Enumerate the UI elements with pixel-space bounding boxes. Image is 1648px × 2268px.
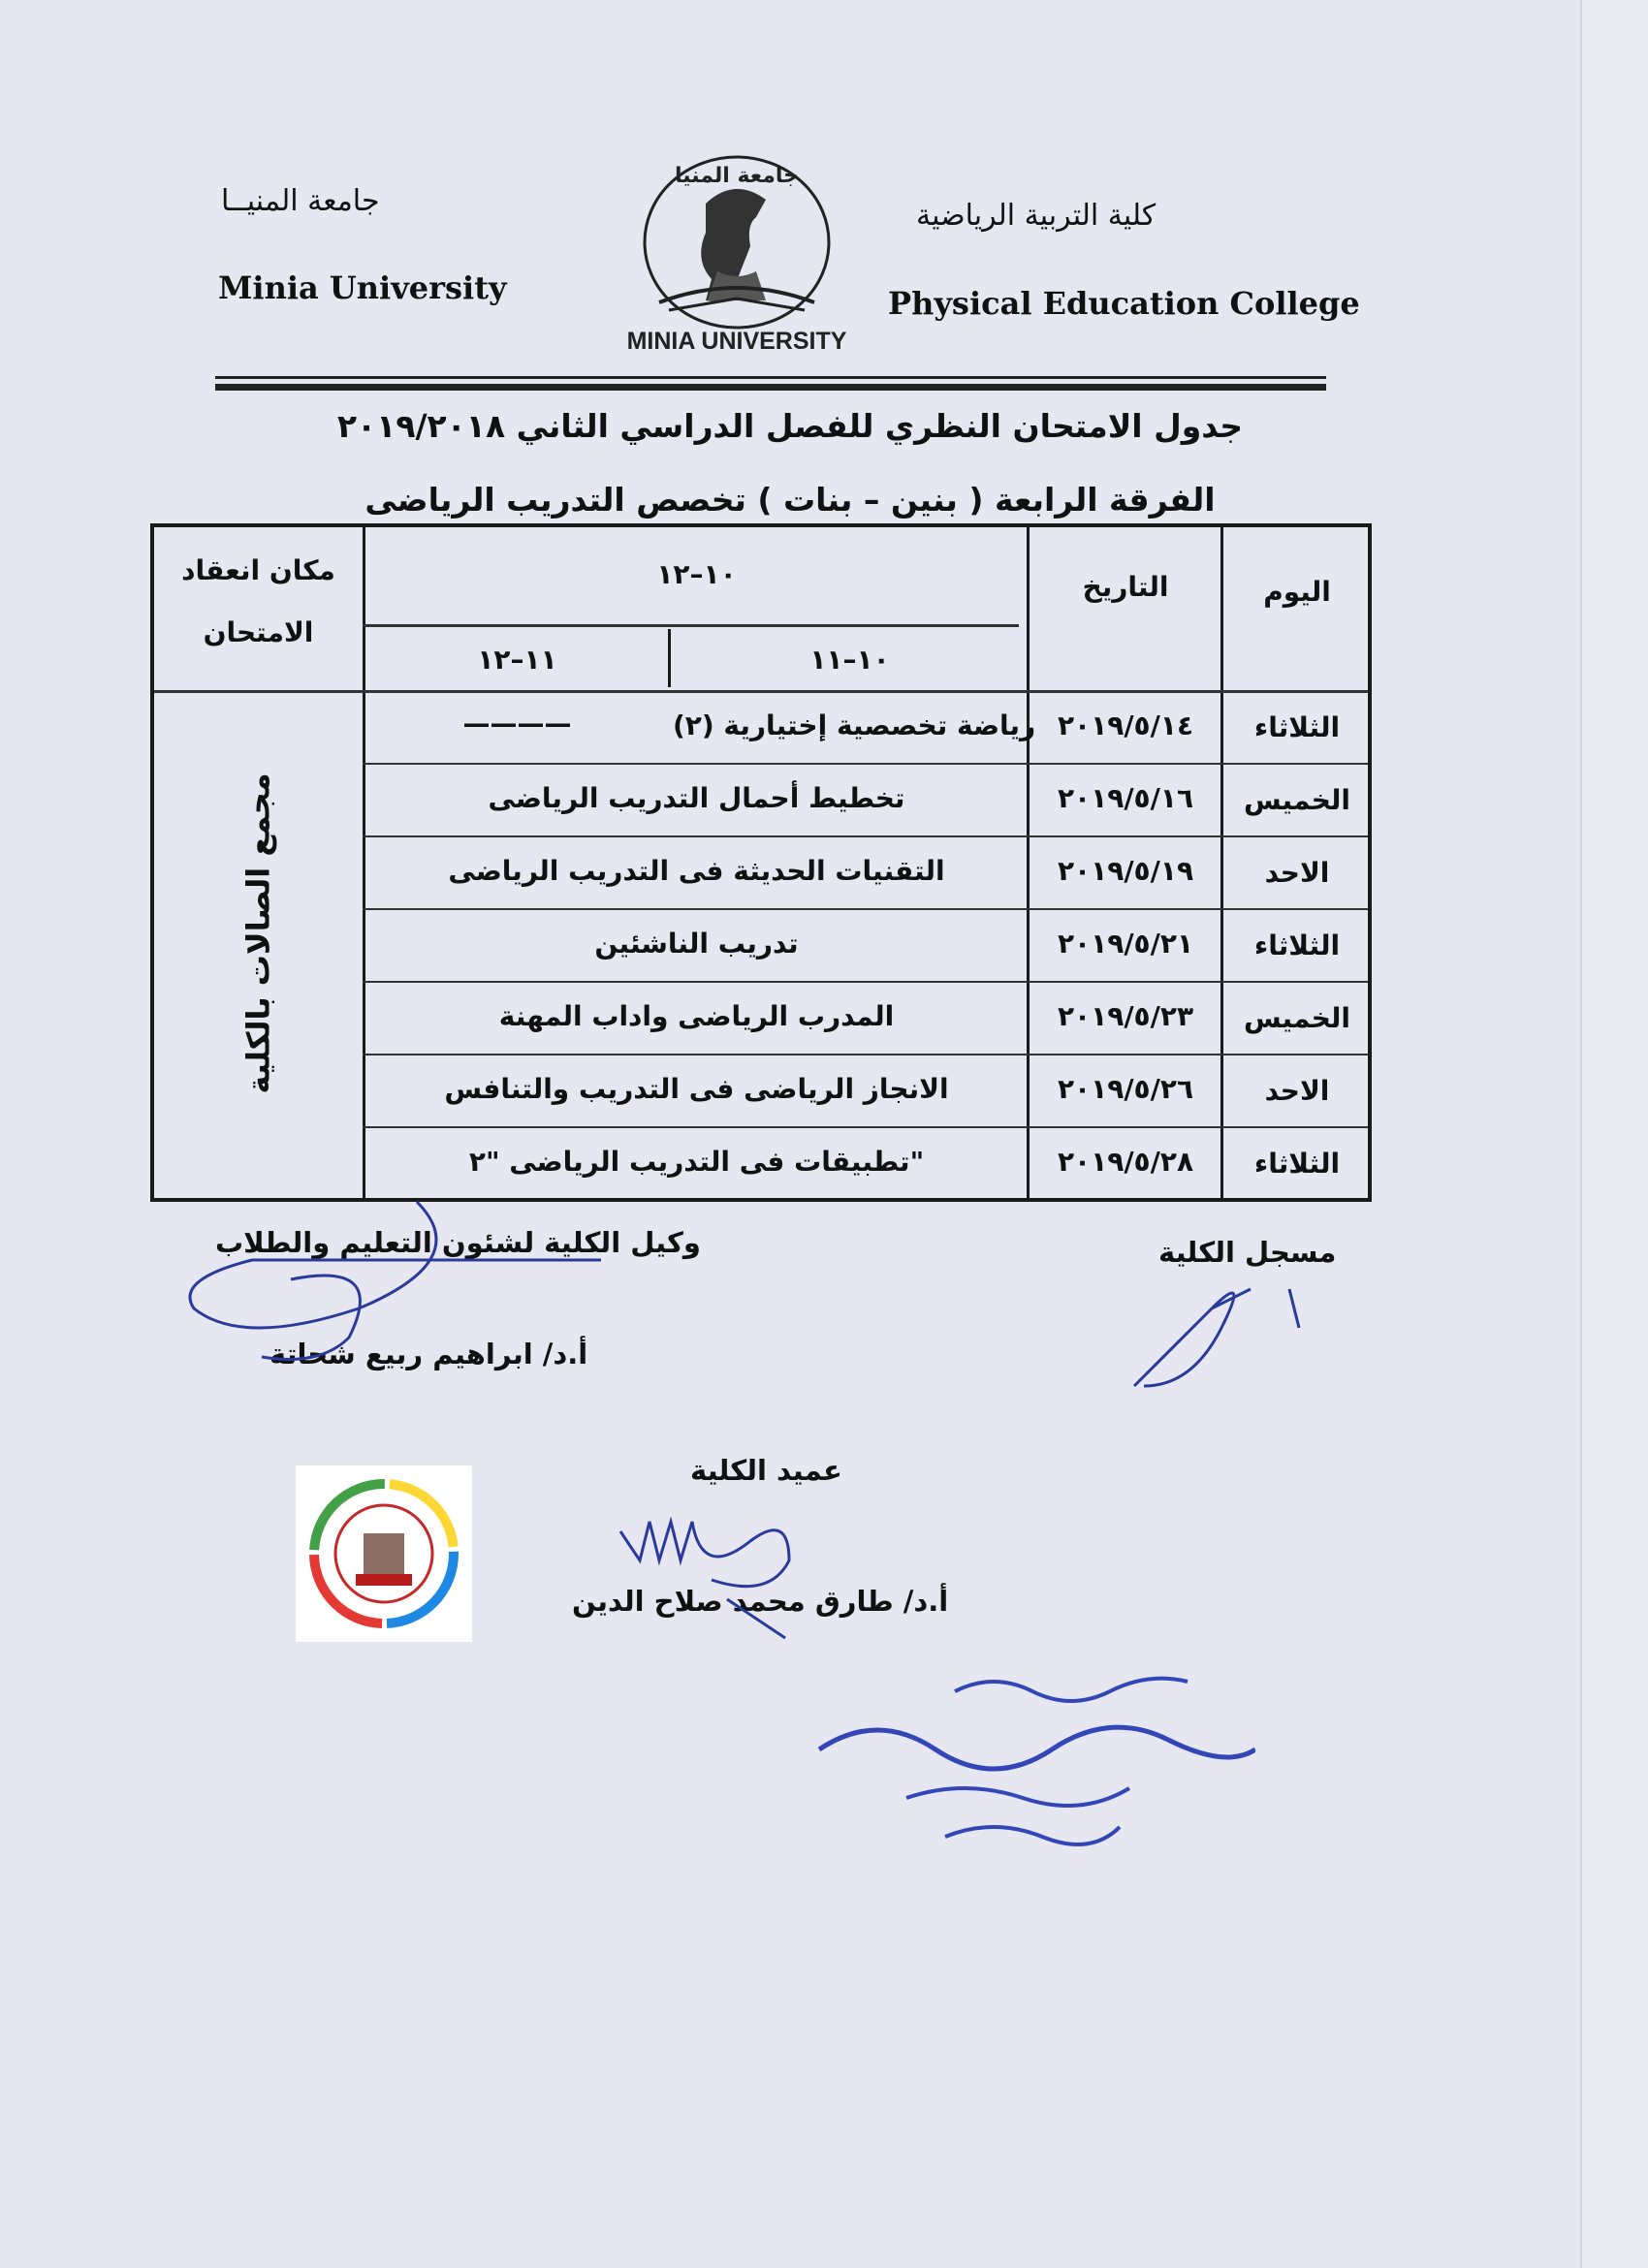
row-subject: تدريب الناشئين: [594, 928, 799, 960]
row-subject: تطبيقات فى التدريب الرياضى "٢": [468, 1146, 925, 1178]
page-subtitle: الفرقة الرابعة ( بنين – بنات ) تخصص التدريب الرياضى: [364, 481, 1216, 519]
venue-cell: مجمع الصالات بالكلية: [239, 772, 277, 1094]
row-day: الخميس: [1243, 784, 1351, 816]
vice-dean-name: أ.د/ ابراهيم ربيع شحاتة: [269, 1338, 588, 1370]
row-day: الثلاثاء: [1253, 1148, 1341, 1180]
logo-arc-text: جامعة المنيا: [675, 164, 799, 188]
row-day: الخميس: [1243, 1002, 1351, 1034]
row-date: ٢٠١٩/٥/١٦: [1057, 782, 1194, 814]
college-ar: كلية التربية الرياضية: [916, 199, 1157, 233]
logo-caption: MINIA UNIVERSITY: [626, 328, 847, 354]
row-day: الثلاثاء: [1253, 929, 1341, 961]
row-day: الاحد: [1264, 857, 1330, 889]
row-day: الثلاثاء: [1253, 711, 1341, 743]
row-subject: تخطيط أحمال التدريب الرياضى: [488, 782, 905, 814]
dean-title: عميد الكلية: [690, 1454, 842, 1487]
dean-stamp: [800, 1662, 1255, 1856]
header-time-second: ١١–١٢: [477, 644, 557, 676]
row-subject: رياضة تخصصية إختيارية (٢): [673, 709, 1036, 741]
registrar-title: مسجل الكلية: [1158, 1236, 1337, 1269]
page-title: جدول الامتحان النظري للفصل الدراسي الثاني ٢٠١٩/٢٠١٨: [336, 407, 1244, 445]
row-date: ٢٠١٩/٥/٢١: [1057, 928, 1194, 960]
header-time-first: ١٠–١١: [809, 644, 890, 676]
header-venue-line2: الامتحان: [203, 616, 314, 648]
row-date: ٢٠١٩/٥/٢٨: [1057, 1146, 1194, 1178]
exam-schedule-table: [150, 523, 1372, 1202]
registrar-signature: [1125, 1270, 1318, 1396]
row-subject: التقنيات الحديثة فى التدريب الرياضى: [448, 855, 945, 887]
university-ar: جامعة المنيــا: [221, 184, 380, 218]
row-subject: الانجاز الرياضى فى التدريب والتنافس: [444, 1073, 949, 1105]
row-date: ٢٠١٩/٥/١٩: [1057, 855, 1194, 887]
header-day: اليوم: [1263, 576, 1331, 608]
header-venue-line1: مكان انعقاد: [181, 554, 335, 586]
university-en: Minia University: [218, 269, 507, 306]
dean-name: أ.د/ طارق محمد صلاح الدين: [572, 1585, 949, 1618]
portal-emblem: [296, 1465, 472, 1642]
row-date: ٢٠١٩/٥/١٤: [1057, 709, 1194, 741]
row-subject: المدرب الرياضى واداب المهنة: [498, 1000, 895, 1032]
row-date: ٢٠١٩/٥/٢٣: [1057, 1000, 1194, 1032]
row-day: الاحد: [1264, 1075, 1330, 1107]
row-second-slot: ————: [462, 708, 572, 740]
header-date: التاريخ: [1082, 571, 1169, 603]
vice-dean-signature: [174, 1192, 717, 1386]
college-en: Physical Education College: [888, 285, 1360, 322]
header-time-span: ١٠–١٢: [656, 558, 737, 590]
vice-dean-title: وكيل الكلية لشئون التعليم والطلاب: [215, 1226, 701, 1259]
row-date: ٢٠١٩/٥/٢٦: [1057, 1073, 1194, 1105]
header-rule-thin: [215, 376, 1326, 379]
dean-signature: [611, 1493, 824, 1648]
university-logo: [620, 145, 853, 354]
header-rule-thick: [215, 384, 1326, 391]
